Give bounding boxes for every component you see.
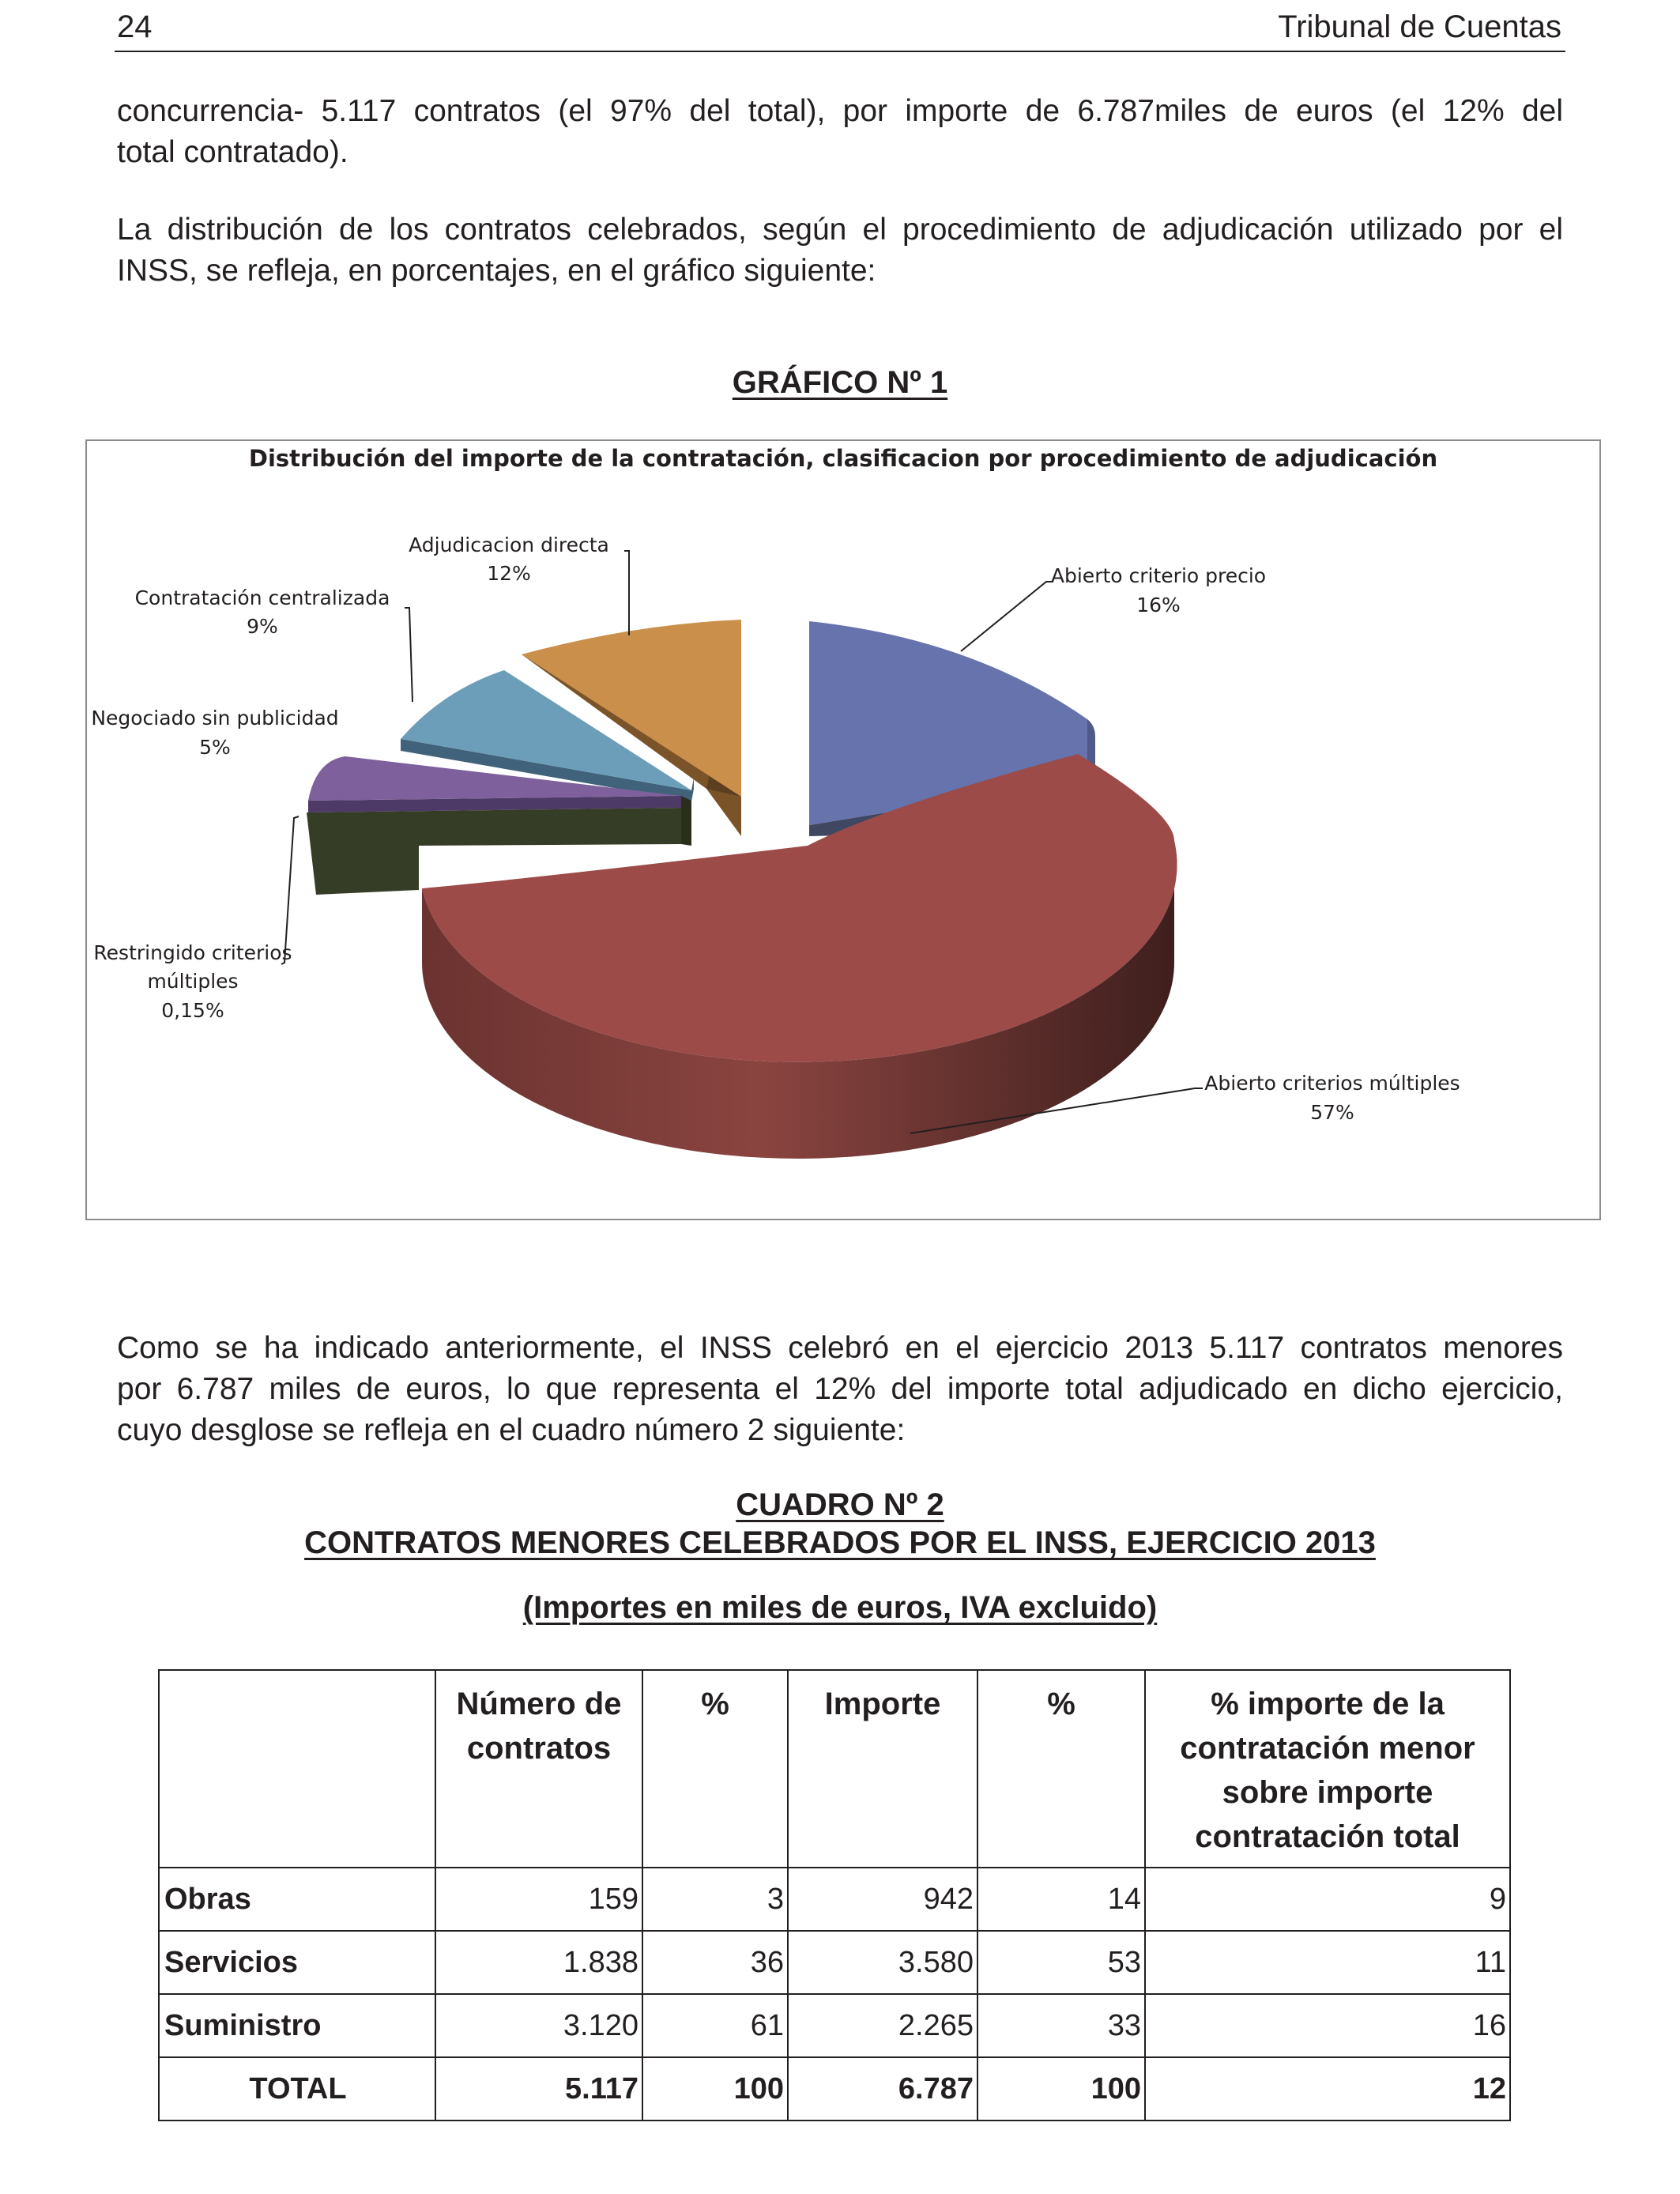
cell-pct2: 33 [977,1994,1145,2057]
value-abierto-criterios-multiples: 57% [1310,1101,1354,1124]
header-rule [115,51,1565,52]
paragraph-line: INSS, se refleja, en porcentajes, en el gráfico siguiente: [117,254,876,288]
paragraph-line: por 6.787 miles de euros, lo que representa el 12% del importe total adjudicado en dicho ejercicio, [117,1372,1563,1406]
header-pct-contratos: % [642,1670,788,1868]
paragraph-minor-contracts [117,1328,1563,1451]
chart-title: Distribución del importe de la contratación, clasificacion por procedimiento de adjudicación [248,445,1438,472]
table-heading-title-text: CONTRATOS MENORES CELEBRADOS POR EL INSS, EJERCICIO 2013 [304,1525,1376,1560]
table-heading-number-text: CUADRO Nº 2 [736,1487,944,1522]
label-abierto-criterio-precio: Abierto criterio precio [1050,564,1267,587]
paragraph-line: La distribución de los contratos celebrados, según el procedimiento de adjudicación utilizado por el [117,213,1563,247]
cell-importe: 3.580 [788,1931,977,1994]
cell-pct2: 14 [977,1868,1145,1931]
paragraph-line: concurrencia- 5.117 contratos (el 97% del total), por importe de 6.787miles de euros (el 12% del [117,94,1563,128]
paragraph-line: Como se ha indicado anteriormente, el INSS celebró en el ejercicio 2013 5.117 contratos menores [117,1331,1563,1365]
cell-pct2: 53 [977,1931,1145,1994]
total-num: 5.117 [435,2057,642,2120]
leader-line [961,582,1053,651]
cell-ratio: 9 [1145,1868,1510,1931]
value-negociado-sin-publicidad: 5% [199,736,231,759]
cell-num: 159 [435,1868,642,1931]
header-line: sobre importe [1222,1775,1433,1810]
total-pct2: 100 [977,2057,1145,2120]
header-ratio [1145,1670,1510,1868]
header-empty [159,1670,435,1868]
row-label: Obras [159,1868,435,1931]
header-line: contratos [466,1731,612,1766]
paragraph-distribution [117,209,1563,292]
label-negociado-sin-publicidad: Negociado sin publicidad [91,707,339,729]
cell-importe: 2.265 [788,1994,977,2057]
table-heading-title [0,1525,1680,1561]
row-label: Suministro [159,1994,435,2057]
label-restringido-line2: múltiples [147,970,239,993]
table-subtitle [0,1590,1680,1626]
label-abierto-criterios-multiples: Abierto criterios múltiples [1204,1072,1460,1095]
cell-importe: 942 [788,1868,977,1931]
header-line: % importe de la [1211,1687,1445,1721]
paragraph-line: total contratado). [117,135,348,169]
table-heading-number [0,1487,1680,1523]
figure-heading-text: GRÁFICO Nº 1 [732,365,948,400]
cell-ratio: 16 [1145,1994,1510,2057]
pie-chart-svg [87,441,1599,1219]
cell-num: 1.838 [435,1931,642,1994]
value-adjudicacion-directa: 12% [487,562,531,585]
total-pct1: 100 [642,2057,788,2120]
cell-pct1: 36 [642,1931,788,1994]
value-contratacion-centralizada: 9% [247,615,278,638]
row-label: Servicios [159,1931,435,1994]
label-adjudicacion-directa: Adjudicacion directa [409,533,609,556]
leader-line [624,551,629,635]
page-number: 24 [117,9,153,44]
header-importe: Importe [788,1670,977,1868]
table-row [159,1868,1510,1931]
table-header-row [159,1670,1510,1868]
table-subtitle-text: (Importes en miles de euros, IVA excluido) [522,1590,1158,1625]
header-pct-importe: % [977,1670,1145,1868]
pie-chart [85,439,1601,1220]
figure-heading [0,365,1680,401]
value-abierto-criterio-precio: 16% [1136,594,1181,616]
cell-pct1: 3 [642,1868,788,1931]
publication-title: Tribunal de Cuentas [1278,9,1561,44]
header-line: contratación total [1195,1819,1460,1854]
leader-line [405,608,412,702]
paragraph-line: cuyo desglose se refleja en el cuadro número 2 siguiente: [117,1413,906,1447]
header-line: contratación menor [1180,1731,1475,1766]
cell-pct1: 61 [642,1994,788,2057]
paragraph-intro [117,91,1563,173]
total-ratio: 12 [1145,2057,1510,2120]
total-label: TOTAL [159,2057,435,2120]
label-contratacion-centralizada: Contratación centralizada [134,586,390,609]
cell-num: 3.120 [435,1994,642,2057]
table-row [159,1931,1510,1994]
contracts-table [158,1669,1511,2121]
value-restringido-criterios-multiples: 0,15% [161,999,224,1022]
cell-ratio: 11 [1145,1931,1510,1994]
header-num-contratos [435,1670,642,1868]
label-restringido-line1: Restringido criterios [93,941,292,964]
total-importe: 6.787 [788,2057,977,2120]
table-total-row [159,2057,1510,2120]
header-line: Número de [456,1687,622,1721]
table-row [159,1994,1510,2057]
